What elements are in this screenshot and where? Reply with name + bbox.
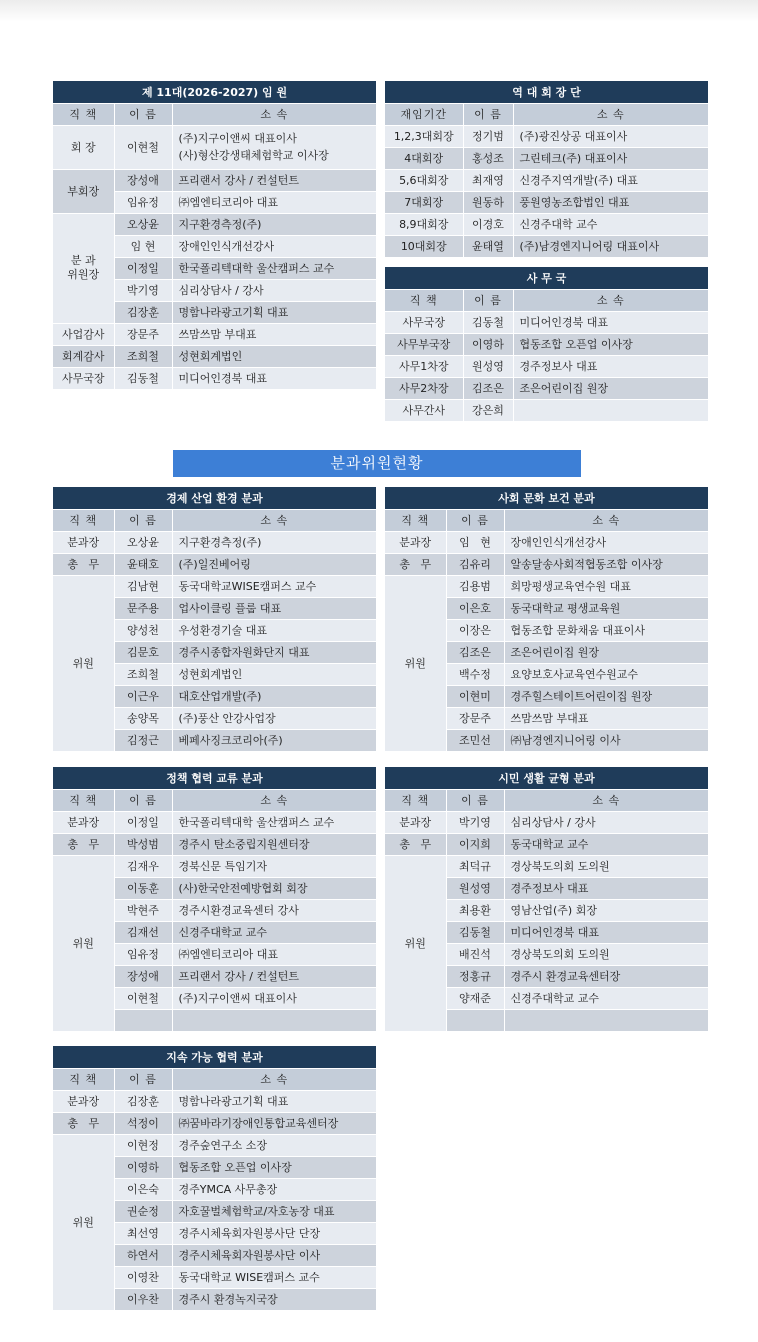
secretary-name: 이지희 (446, 833, 504, 855)
member-name: 김조은 (446, 641, 504, 663)
header-role: 직 책 (385, 789, 446, 811)
secretary-affiliation: 동국대학교 교수 (504, 833, 708, 855)
member-name: 조민선 (446, 729, 504, 751)
header-name: 이 름 (114, 1068, 172, 1090)
staff-name: 김동철 (463, 311, 513, 333)
member-affiliation: 경주시종합자원화단지 대표 (172, 641, 376, 663)
member-affiliation: 신경주대학교 교수 (172, 921, 376, 943)
committee-table-sustainability (53, 1046, 376, 1311)
member-name: 김재우 (114, 855, 172, 877)
division-head-affiliation: 장애인인식개선강사 (172, 235, 376, 257)
header-role: 직 책 (53, 509, 114, 531)
staff-affiliation: 협동조합 오픈업 이사장 (513, 333, 708, 355)
member-name: 이영찬 (114, 1266, 172, 1288)
member-affiliation: 경주시체육회자원봉사단 이사 (172, 1244, 376, 1266)
staff-role: 사무국장 (385, 311, 463, 333)
secretariat-table (385, 267, 708, 422)
header-affiliation: 소 속 (172, 509, 376, 531)
member-affiliation: 경상북도의회 도의원 (504, 943, 708, 965)
member-affiliation: 신경주대학교 교수 (504, 987, 708, 1009)
division-head-name: 임 현 (114, 235, 172, 257)
member-name: 이현미 (446, 685, 504, 707)
secretary-name: 김유리 (446, 553, 504, 575)
president-affiliation: 그린테크(주) 대표이사 (513, 147, 708, 169)
accounting-auditor-affiliation: 성현회계법인 (172, 345, 376, 367)
term: 1,2,3대회장 (385, 125, 463, 147)
header-affiliation: 소 속 (172, 103, 376, 125)
header-role: 직 책 (385, 289, 463, 311)
member-affiliation: 동국대학교 평생교육원 (504, 597, 708, 619)
member-affiliation: 협동조합 오픈업 이사장 (172, 1156, 376, 1178)
secretary-general-role: 사무국장 (53, 367, 114, 389)
member-affiliation: 경상북도의회 도의원 (504, 855, 708, 877)
member-affiliation (172, 1009, 376, 1031)
member-affiliation: 동국대학교 WISE캠퍼스 교수 (172, 1266, 376, 1288)
staff-affiliation: 조은어린이집 원장 (513, 377, 708, 399)
member-affiliation: 성현회계법인 (172, 663, 376, 685)
secretary-name: 윤태호 (114, 553, 172, 575)
header-role: 직 책 (53, 1068, 114, 1090)
member-name: 최선영 (114, 1222, 172, 1244)
secretary-affiliation: ㈜꿈바라기장애인통합교육센터장 (172, 1112, 376, 1134)
vice-role: 부회장 (53, 169, 114, 213)
member-name: 이장은 (446, 619, 504, 641)
member-affiliation: (주)지구이앤씨 대표이사 (172, 987, 376, 1009)
member-name: 이영하 (114, 1156, 172, 1178)
secretary-name: 석정이 (114, 1112, 172, 1134)
staff-affiliation: 미디어인경북 대표 (513, 311, 708, 333)
president-aff-line1: (주)지구이앤씨 대표이사 (178, 132, 297, 145)
secretariat-title: 사 무 국 (385, 267, 708, 289)
member-name: 최용환 (446, 899, 504, 921)
term: 5,6대회장 (385, 169, 463, 191)
past-presidents-table (385, 81, 708, 258)
auditor-affiliation: 쓰맘쓰맘 부대표 (172, 323, 376, 345)
committee-title: 지속 가능 협력 분과 (53, 1046, 376, 1068)
committee-title: 경제 산업 환경 분과 (53, 487, 376, 509)
member-role: 위원 (385, 855, 446, 1031)
president-name: 이경호 (463, 213, 513, 235)
header-affiliation: 소 속 (504, 789, 708, 811)
member-affiliation: 경주숲연구소 소장 (172, 1134, 376, 1156)
member-name: 하연서 (114, 1244, 172, 1266)
member-name: 이현정 (114, 1134, 172, 1156)
member-name: 백수정 (446, 663, 504, 685)
member-name: 김재선 (114, 921, 172, 943)
member-name: 양성천 (114, 619, 172, 641)
chair-name: 김장훈 (114, 1090, 172, 1112)
president-name: 원동하 (463, 191, 513, 213)
top-shade (0, 0, 758, 22)
member-affiliation: 경주힐스테이트어린이집 원장 (504, 685, 708, 707)
chair-affiliation: 심리상담사 / 강사 (504, 811, 708, 833)
member-affiliation: 협동조합 문화채움 대표이사 (504, 619, 708, 641)
division-head-name: 박기영 (114, 279, 172, 301)
member-affiliation (504, 1009, 708, 1031)
member-name: 임유정 (114, 943, 172, 965)
chair-affiliation: 한국폴리텍대학 울산캠퍼스 교수 (172, 811, 376, 833)
member-affiliation: 요양보호사교육연수원교수 (504, 663, 708, 685)
member-name: 김정근 (114, 729, 172, 751)
division-head-name: 김장훈 (114, 301, 172, 323)
division-head-affiliation: 심리상담사 / 강사 (172, 279, 376, 301)
chair-role: 분과장 (53, 531, 114, 553)
accounting-auditor-role: 회계감사 (53, 345, 114, 367)
member-affiliation: 경주시 환경교육센터장 (504, 965, 708, 987)
member-name: 이우찬 (114, 1288, 172, 1310)
chair-name: 이정일 (114, 811, 172, 833)
header-name: 이 름 (446, 509, 504, 531)
member-affiliation: 자호꿀벌체험학교/자호농장 대표 (172, 1200, 376, 1222)
member-affiliation: (사)한국안전예방협회 회장 (172, 877, 376, 899)
header-affiliation: 소 속 (172, 789, 376, 811)
secretary-role: 총 무 (385, 833, 446, 855)
header-role: 직 책 (53, 103, 114, 125)
secretary-affiliation: 알송달송사회적협동조합 이사장 (504, 553, 708, 575)
member-affiliation: 경북신문 특임기자 (172, 855, 376, 877)
header-name: 이 름 (114, 509, 172, 531)
header-role: 직 책 (385, 509, 446, 531)
member-affiliation: 경주YMCA 사무총장 (172, 1178, 376, 1200)
secretary-role: 총 무 (53, 553, 114, 575)
staff-name: 김조은 (463, 377, 513, 399)
header-affiliation: 소 속 (172, 1068, 376, 1090)
member-affiliation: 영남산업(주) 회장 (504, 899, 708, 921)
division-head-role: 분 과 위원장 (53, 213, 114, 323)
header-term: 재임기간 (385, 103, 463, 125)
committee-title: 시민 생활 균형 분과 (385, 767, 708, 789)
member-affiliation: 프리랜서 강사 / 컨설턴트 (172, 965, 376, 987)
president-name: 윤태열 (463, 235, 513, 257)
member-role: 위원 (53, 1134, 114, 1310)
member-name: 장문주 (446, 707, 504, 729)
member-name: 최덕규 (446, 855, 504, 877)
term: 7대회장 (385, 191, 463, 213)
secretary-role: 총 무 (385, 553, 446, 575)
member-name: 양재준 (446, 987, 504, 1009)
secretary-name: 박성범 (114, 833, 172, 855)
member-role: 위원 (385, 575, 446, 751)
chair-affiliation: 장애인인식개선강사 (504, 531, 708, 553)
president-name: 최재영 (463, 169, 513, 191)
staff-name: 이영하 (463, 333, 513, 355)
member-affiliation: 조은어린이집 원장 (504, 641, 708, 663)
vice-name: 장성애 (114, 169, 172, 191)
committee-table-policy (53, 767, 376, 1032)
staff-role: 사무1차장 (385, 355, 463, 377)
secretary-role: 총 무 (53, 1112, 114, 1134)
member-affiliation: (주)풍산 안강사업장 (172, 707, 376, 729)
auditor-role: 사업감사 (53, 323, 114, 345)
member-affiliation: 희망평생교육연수원 대표 (504, 575, 708, 597)
header-name: 이 름 (463, 289, 513, 311)
president-affiliation: 풍원영농조합법인 대표 (513, 191, 708, 213)
member-name: 배진석 (446, 943, 504, 965)
president-affiliation (172, 125, 376, 169)
member-name: 장성애 (114, 965, 172, 987)
staff-role: 사무2차장 (385, 377, 463, 399)
committee-table-society (385, 487, 708, 752)
division-head-affiliation: 명함나라광고기획 대표 (172, 301, 376, 323)
member-role: 위원 (53, 855, 114, 1031)
chair-name: 오상윤 (114, 531, 172, 553)
vice-affiliation: ㈜엠엔티코리아 대표 (172, 191, 376, 213)
division-head-affiliation: 한국폴리텍대학 울산캠퍼스 교수 (172, 257, 376, 279)
member-name: 김동철 (446, 921, 504, 943)
member-affiliation: 업사이클링 플룹 대표 (172, 597, 376, 619)
officers-table (53, 81, 376, 390)
president-affiliation: 신경주지역개발(주) 대표 (513, 169, 708, 191)
member-affiliation: ㈜남경엔지니어링 이사 (504, 729, 708, 751)
chair-role: 분과장 (385, 531, 446, 553)
committee-title: 사회 문화 보건 분과 (385, 487, 708, 509)
division-head-name: 오상윤 (114, 213, 172, 235)
staff-role: 사무부국장 (385, 333, 463, 355)
secretary-general-affiliation: 미디어인경북 대표 (172, 367, 376, 389)
secretary-affiliation: (주)일진베어링 (172, 553, 376, 575)
committee-table-economy (53, 487, 376, 752)
chair-affiliation: 명함나라광고기획 대표 (172, 1090, 376, 1112)
president-affiliation: 신경주대학 교수 (513, 213, 708, 235)
president-role: 회 장 (53, 125, 114, 169)
header-affiliation: 소 속 (513, 103, 708, 125)
president-affiliation: (주)광진상공 대표이사 (513, 125, 708, 147)
member-affiliation: 경주시체육회자원봉사단 단장 (172, 1222, 376, 1244)
member-name (114, 1009, 172, 1031)
member-affiliation: 대호산업개발(주) (172, 685, 376, 707)
header-affiliation: 소 속 (504, 509, 708, 531)
member-name: 김남현 (114, 575, 172, 597)
committee-title: 정책 협력 교류 분과 (53, 767, 376, 789)
member-name: 권순정 (114, 1200, 172, 1222)
member-affiliation: 동국대학교WISE캠퍼스 교수 (172, 575, 376, 597)
header-name: 이 름 (114, 103, 172, 125)
president-affiliation: (주)남경엔지니어링 대표이사 (513, 235, 708, 257)
member-name: 박현주 (114, 899, 172, 921)
president-name: 이현철 (114, 125, 172, 169)
member-affiliation: 경주정보사 대표 (504, 877, 708, 899)
term: 4대회장 (385, 147, 463, 169)
staff-affiliation (513, 399, 708, 421)
member-affiliation: 베페사징크코리아(주) (172, 729, 376, 751)
member-name: 김용범 (446, 575, 504, 597)
member-name: 원성영 (446, 877, 504, 899)
member-affiliation: 쓰맘쓰맘 부대표 (504, 707, 708, 729)
committee-section-banner: 분과위원현황 (173, 450, 581, 477)
member-name: 정홍규 (446, 965, 504, 987)
header-affiliation: 소 속 (513, 289, 708, 311)
member-name: 이동훈 (114, 877, 172, 899)
member-name: 이은호 (446, 597, 504, 619)
auditor-name: 장문주 (114, 323, 172, 345)
officers-title: 제 11대(2026-2027) 임 원 (53, 81, 376, 103)
header-name: 이 름 (114, 789, 172, 811)
member-name: 송양목 (114, 707, 172, 729)
chair-name: 박기영 (446, 811, 504, 833)
staff-name: 강은희 (463, 399, 513, 421)
member-name: 조희철 (114, 663, 172, 685)
member-name: 문주용 (114, 597, 172, 619)
member-affiliation: 우성환경기술 대표 (172, 619, 376, 641)
past-presidents-title: 역 대 회 장 단 (385, 81, 708, 103)
secretary-affiliation: 경주시 탄소중립지원센터장 (172, 833, 376, 855)
header-name: 이 름 (463, 103, 513, 125)
header-name: 이 름 (446, 789, 504, 811)
term: 8,9대회장 (385, 213, 463, 235)
staff-role: 사무간사 (385, 399, 463, 421)
accounting-auditor-name: 조희철 (114, 345, 172, 367)
member-name: 이근우 (114, 685, 172, 707)
vice-name: 임유정 (114, 191, 172, 213)
member-affiliation: 경주시환경교육센터 강사 (172, 899, 376, 921)
secretary-role: 총 무 (53, 833, 114, 855)
term: 10대회장 (385, 235, 463, 257)
division-head-name: 이정일 (114, 257, 172, 279)
member-name (446, 1009, 504, 1031)
chair-role: 분과장 (385, 811, 446, 833)
committee-table-civic (385, 767, 708, 1032)
president-name: 홍성조 (463, 147, 513, 169)
division-head-affiliation: 지구환경측정(주) (172, 213, 376, 235)
secretary-general-name: 김동철 (114, 367, 172, 389)
member-affiliation: ㈜엠엔티코리아 대표 (172, 943, 376, 965)
chair-role: 분과장 (53, 811, 114, 833)
member-affiliation: 미디어인경북 대표 (504, 921, 708, 943)
staff-name: 원성영 (463, 355, 513, 377)
member-name: 김문호 (114, 641, 172, 663)
vice-affiliation: 프리랜서 강사 / 컨설턴트 (172, 169, 376, 191)
president-name: 정기범 (463, 125, 513, 147)
chair-name: 임 현 (446, 531, 504, 553)
header-role: 직 책 (53, 789, 114, 811)
chair-role: 분과장 (53, 1090, 114, 1112)
member-affiliation: 경주시 환경녹지국장 (172, 1288, 376, 1310)
chair-affiliation: 지구환경측정(주) (172, 531, 376, 553)
president-aff-line2: (사)형산강생태체험학교 이사장 (178, 149, 329, 162)
member-name: 이현철 (114, 987, 172, 1009)
member-name: 이은숙 (114, 1178, 172, 1200)
member-role: 위원 (53, 575, 114, 751)
staff-affiliation: 경주정보사 대표 (513, 355, 708, 377)
